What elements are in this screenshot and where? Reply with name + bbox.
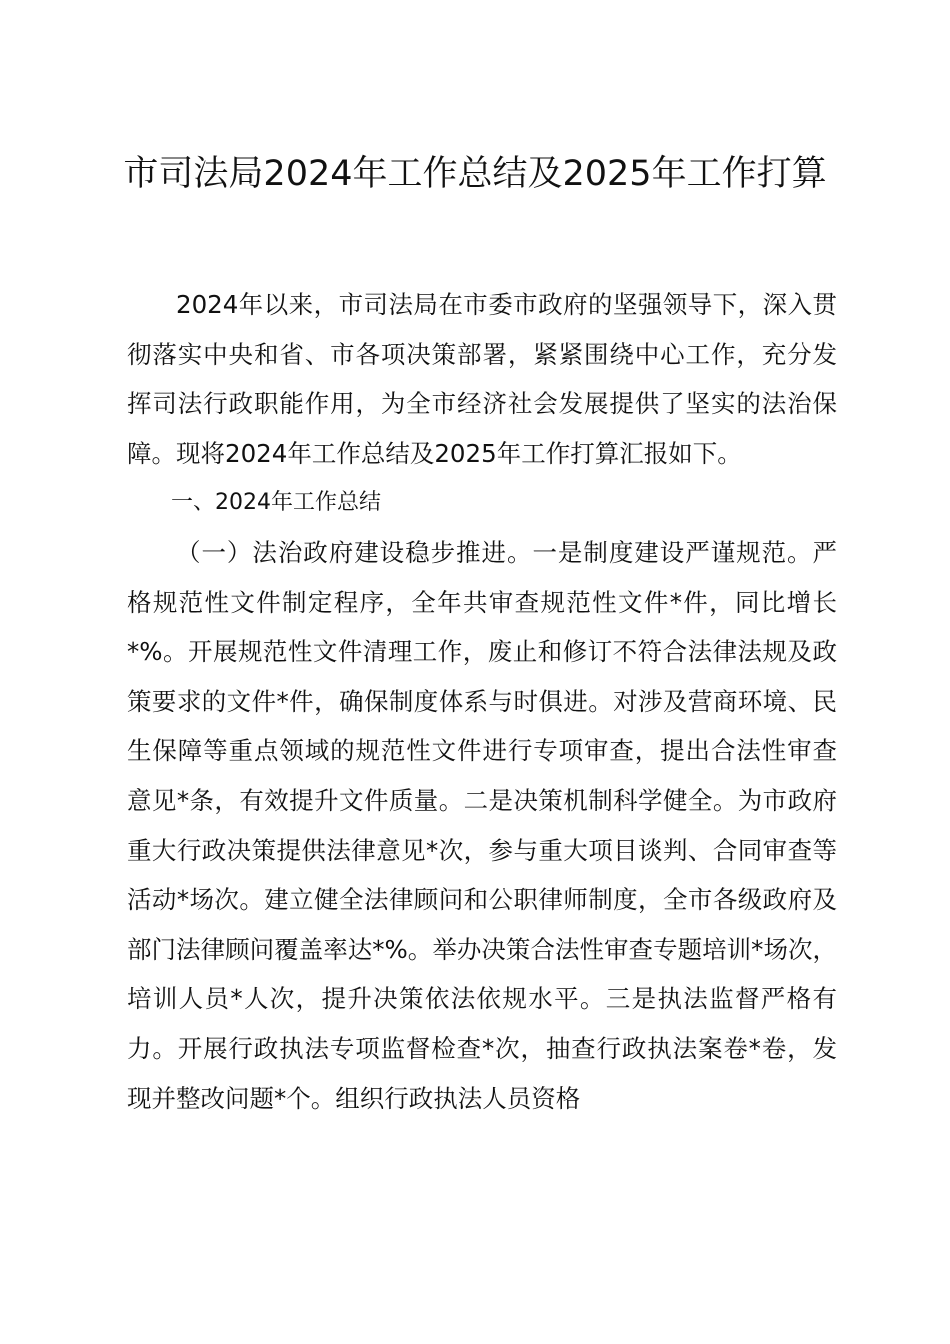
intro-paragraph: 2024年以来，市司法局在市委市政府的坚强领导下，深入贯彻落实中央和省、市各项决策部署，紧紧围绕中心工作，充分发挥司法行政职能作用，为全市经济社会发展提供了坚实的法治保障。现将2024年工作总结及2025年工作打算汇报如下。 [127,290,837,468]
document-body [127,280,837,1123]
section-heading: 一、2024年工作总结 [171,490,381,516]
document-title: 市司法局2024年工作总结及2025年工作打算 [123,154,827,194]
body-paragraph: （一）法治政府建设稳步推进。一是制度建设严谨规范。严格规范性文件制定程序，全年共审查规范性文件*件，同比增长*%。开展规范性文件清理工作，废止和修订不符合法律法规及政策要求的文件*件，确保制度体系与时俱进。对涉及营商环境、民生保障等重点领域的规范性文件进行专项审查，提出合法性审查意见*条，有效提升文件质量。二是决策机制科学健全。为市政府重大行政决策提供法律意见*次，参与重大项目谈判、合同审查等活动*场次。建立健全法律顾问和公职律师制度，全市各级政府及部门法律顾问覆盖率达*%。举办决策合法性审查专题培训*场次，培训人员*人次，提升决策依法依规水平。三是执法监督严格有力。开展行政执法专项监督检查*次，抽查行政执法案卷*卷，发现并整改问题*个。组织行政执法人员资格 [127,537,837,1113]
